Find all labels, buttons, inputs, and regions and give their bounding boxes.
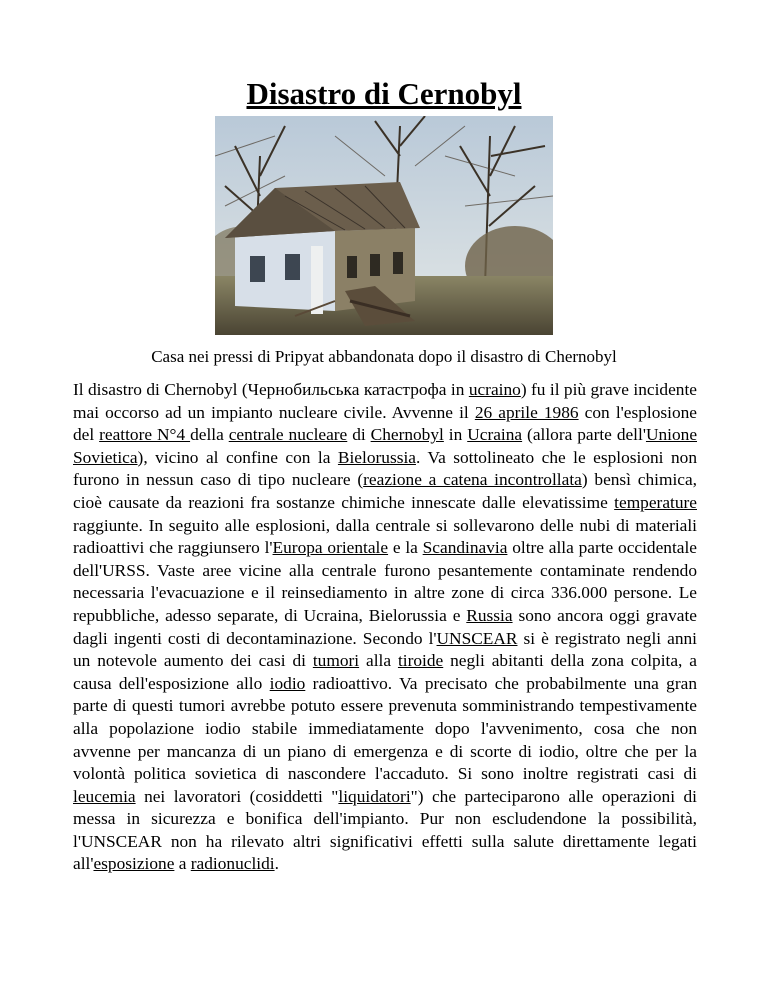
paragraph-text: oltre alla parte occidentale dell'URSS. Vaste aree vicine alla centrale furono pesantemente contaminate rendendo necessaria l'evacuazione e il reinsediamento in altre zone di circa 336.000 persone. Le repubbliche, adesso separate, di Ucraina, Bielorussia e — [73, 538, 697, 625]
inline-link[interactable]: ucraino — [468, 380, 521, 399]
inline-link[interactable]: esposizione — [93, 854, 175, 874]
inline-link[interactable]: reattore N°4 — [99, 425, 191, 445]
paragraph-text: ) bensì chimica, cioè causate da reazioni fra sostanze chimiche innescate dalle elevatissime — [73, 470, 698, 512]
paragraph-text: di — [347, 425, 371, 445]
paragraph-text: Il disastro di Chernobyl (Чернобильська катастрофа in — [73, 380, 469, 399]
paragraph-text: si è registrato negli anni un notevole aumento dei casi di — [73, 628, 697, 671]
inline-link[interactable]: Ucraina — [467, 425, 523, 445]
paragraph-text: ) fu il più grave incidente mai occorso ad un impianto nucleare civile. Avvenne il — [73, 380, 697, 422]
paragraph-text: . — [274, 854, 279, 874]
inline-link[interactable]: centrale nucleare — [228, 425, 348, 445]
paragraph-text: negli abitanti della zona colpita, a causa dell'esposizione allo — [73, 651, 697, 693]
inline-link[interactable]: Chernobyl — [370, 425, 444, 445]
paragraph-text: ), vicino al confine con la — [137, 447, 338, 467]
inline-link[interactable]: iodio — [269, 673, 306, 693]
paragraph-text: sono ancora oggi gravate dagli ingenti costi di decontaminazione. Secondo l' — [73, 605, 697, 648]
paragraph-text: alla — [359, 651, 398, 671]
paragraph-text: in — [443, 425, 468, 445]
paragraph-text: a — [174, 854, 191, 874]
inline-link[interactable]: leucemia — [73, 786, 136, 806]
inline-link[interactable]: UNSCEAR — [436, 628, 518, 648]
paragraph-text: . Va sottolineato che le esplosioni non furono in nessun caso di tipo nucleare ( — [73, 447, 697, 490]
abandoned-house-photo — [215, 116, 553, 335]
photo-caption: Casa nei pressi di Pripyat abbandonata dopo il disastro di Chernobyl — [151, 347, 617, 366]
inline-link[interactable]: reazione a catena incontrollata — [363, 470, 582, 490]
inline-link[interactable]: Unione Sovietica — [73, 425, 698, 467]
inline-link[interactable]: 26 aprile 1986 — [474, 402, 579, 422]
inline-link[interactable]: tumori — [312, 651, 360, 671]
paragraph-text: con l'esplosione del — [73, 402, 697, 445]
paragraph-text: e la — [388, 538, 423, 558]
body-paragraph — [73, 379, 697, 876]
photo-illustration — [215, 116, 553, 335]
inline-link[interactable]: radionuclidi — [190, 854, 275, 874]
inline-link[interactable]: Russia — [466, 605, 513, 625]
paragraph-text: della — [190, 425, 229, 445]
paragraph-text: ") che parteciparono alle operazioni di messa in sicurezza e bonifica dell'impianto. Pur non escludendone la possibilità, l'UNSCEAR non ha rilevato altri significativi effetti sulla salute direttamente legati all' — [73, 786, 697, 874]
paragraph-text: (allora parte dell' — [522, 425, 646, 445]
inline-link[interactable]: liquidatori — [338, 786, 411, 806]
paragraph-text: nei lavoratori (cosiddetti " — [135, 786, 339, 806]
inline-link[interactable]: temperature — [614, 492, 697, 512]
inline-link[interactable]: Bielorussia — [337, 447, 416, 467]
inline-link[interactable]: Scandinavia — [422, 538, 508, 558]
document-title: Disastro di Cernobyl — [246, 76, 522, 111]
paragraph-text: raggiunte. In seguito alle esplosioni, dalla centrale si sollevarono delle nubi di materiali radioattivi che raggiunsero l' — [73, 515, 697, 558]
inline-link[interactable]: Europa orientale — [272, 538, 389, 558]
paragraph-text: radioattivo. Va precisato che probabilmente una gran parte di questi tumori avrebbe potuto essere prevenuta somministrando tempestivamente alla popolazione iodio stabile immediatamente dopo l'avvenimento, cosa che non avvenne per mancanza di un piano di emergenza e di scorte di iodio, oltre che per la volontà politica sovietica di nascondere l'accaduto. Si sono inoltre registrati casi di — [73, 673, 697, 784]
inline-link[interactable]: tiroide — [397, 651, 444, 671]
